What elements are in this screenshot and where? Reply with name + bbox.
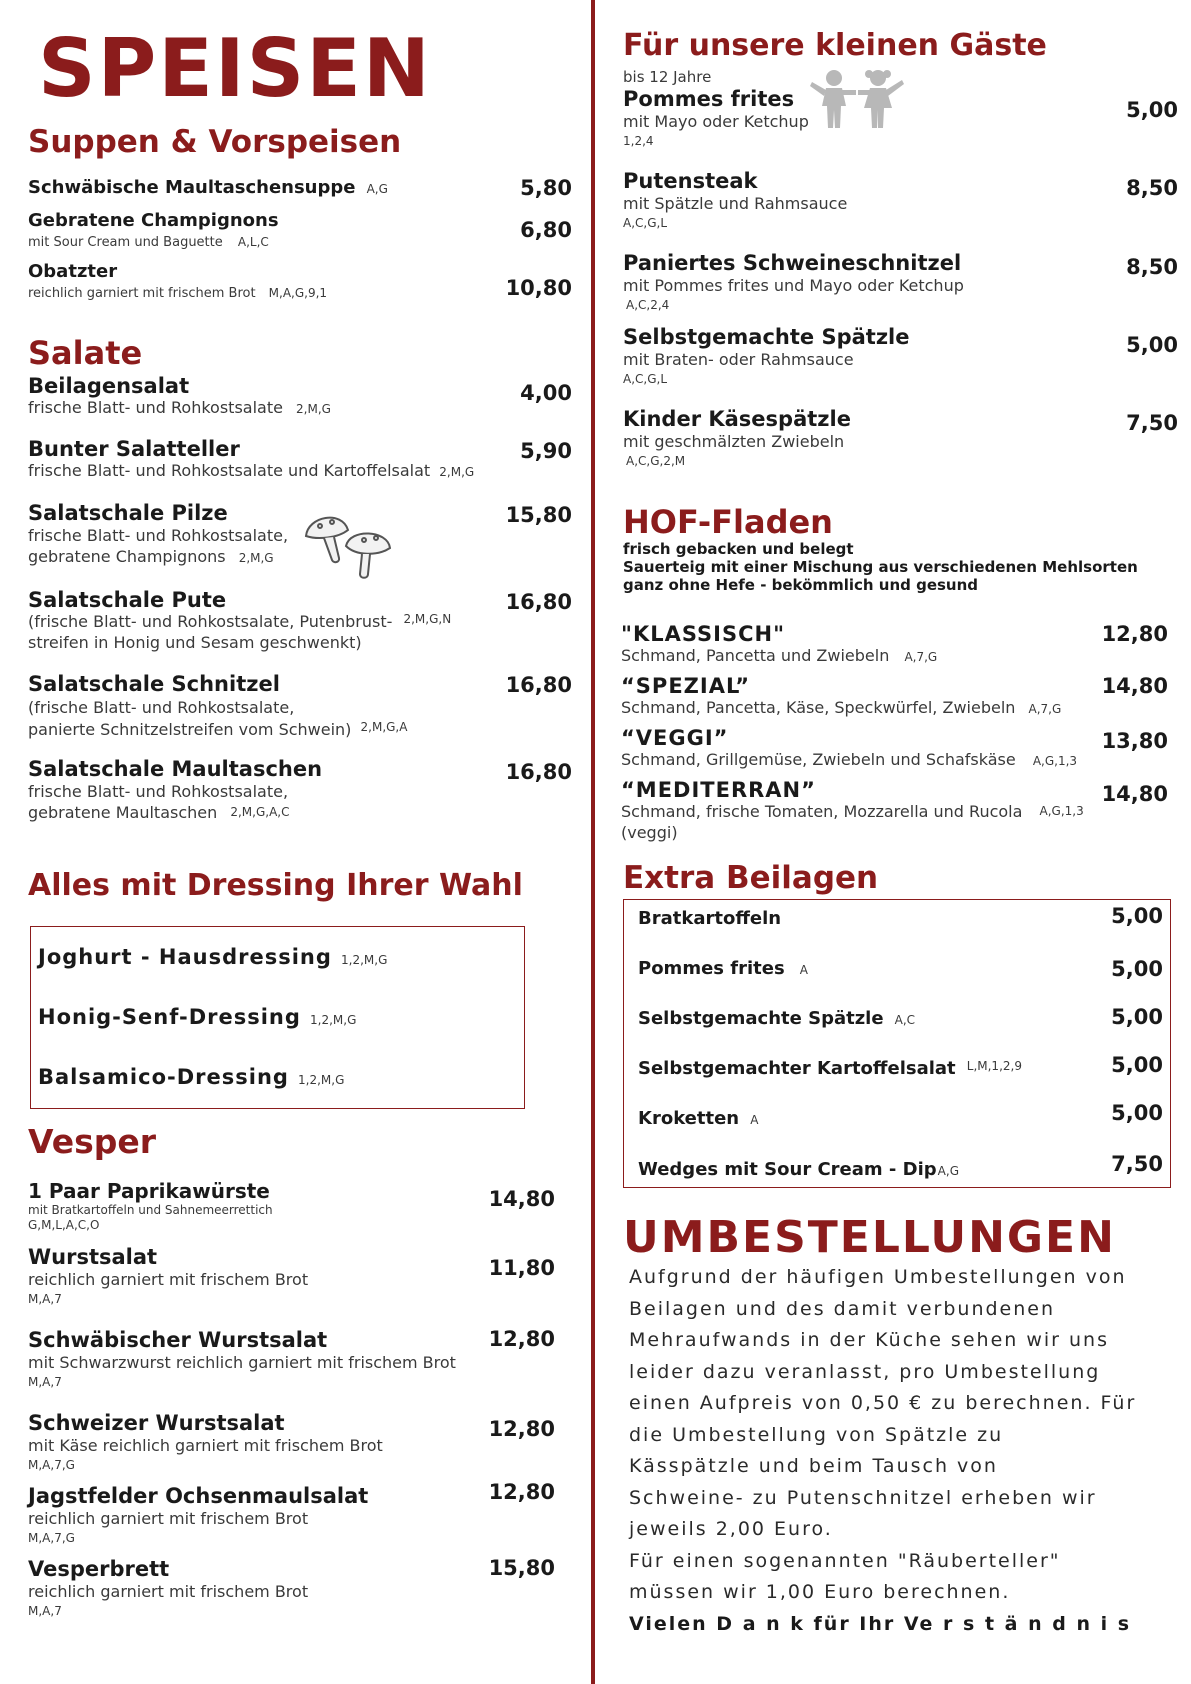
item-price: 14,80 <box>488 1187 555 1211</box>
item-price: 14,80 <box>1101 674 1168 698</box>
item-price: 8,50 <box>1126 176 1178 200</box>
item-name: Wurstsalat <box>28 1245 158 1269</box>
menu-item <box>623 87 809 149</box>
dressing-item <box>38 945 387 969</box>
allergen-code: A <box>750 1113 759 1127</box>
item-price: 10,80 <box>505 276 572 300</box>
fladen-intro-line: ganz ohne Hefe - bekömmlich und gesund <box>623 576 979 594</box>
notice-line: die Umbestellung von Spätzle zu <box>629 1423 1004 1446</box>
allergen-code: A,C,G,L <box>623 372 668 386</box>
menu-item <box>28 1557 308 1619</box>
item-price: 7,50 <box>1111 1152 1163 1176</box>
dressing-item <box>38 1065 344 1089</box>
allergen-code: 1,2,M,G <box>341 953 388 967</box>
item-name: 1 Paar Paprikawürste <box>28 1179 270 1203</box>
menu-item <box>28 177 388 198</box>
item-name: Putensteak <box>623 169 758 193</box>
section-title-suppen: Suppen & Vorspeisen <box>28 124 402 160</box>
item-name: Salatschale Pute <box>28 588 227 612</box>
allergen-code: M,A,7,G <box>28 1531 75 1545</box>
notice-line: Kässpätzle und beim Tausch von <box>629 1455 998 1477</box>
item-price: 6,80 <box>520 218 572 242</box>
item-price: 8,50 <box>1126 255 1178 279</box>
item-desc: gebratene Champignons <box>28 547 226 566</box>
item-name: “MEDITERRAN” <box>621 778 816 802</box>
allergen-code: 1,2,M,G <box>298 1073 345 1087</box>
fladen-intro-line: frisch gebacken und belegt <box>623 540 854 558</box>
item-name: Gebratene Champignons <box>28 210 279 231</box>
menu-item <box>28 1179 273 1232</box>
allergen-code: A,C <box>894 1013 916 1027</box>
allergen-code: A,7,G <box>904 650 938 664</box>
item-name: Balsamico-Dressing <box>38 1065 289 1089</box>
allergen-code: A <box>799 963 808 977</box>
item-desc: Schmand, frische Tomaten, Mozzarella und Rucola <box>621 802 1023 821</box>
menu-item <box>28 1245 308 1307</box>
menu-item <box>28 210 279 250</box>
item-price: 16,80 <box>505 673 572 697</box>
item-price: 5,00 <box>1111 1101 1163 1125</box>
item-price: 15,80 <box>505 503 572 527</box>
menu-item <box>28 1328 456 1390</box>
allergen-code: A,C,G,L <box>623 216 668 230</box>
menu-item <box>623 169 847 231</box>
menu-item <box>28 1484 368 1546</box>
allergen-code: A,G <box>366 182 388 196</box>
menu-item <box>28 672 407 739</box>
item-desc: reichlich garniert mit frischem Brot <box>28 286 256 301</box>
item-desc: Schmand, Grillgemüse, Zwiebeln und Schafskäse <box>621 750 1016 769</box>
age-note: bis 12 Jahre <box>623 68 712 86</box>
menu-item <box>28 501 288 566</box>
item-name: Schwäbische Maultaschensuppe <box>28 177 356 198</box>
mushroom-icon <box>302 508 394 580</box>
item-price: 12,80 <box>488 1480 555 1504</box>
item-price: 5,00 <box>1111 1005 1163 1029</box>
item-desc: mit Braten- oder Rahmsauce <box>623 350 854 369</box>
item-price: 14,80 <box>1101 782 1168 806</box>
menu-item <box>28 1411 383 1473</box>
item-desc: reichlich garniert mit frischem Brot <box>28 1270 309 1289</box>
menu-item <box>623 325 909 387</box>
item-desc: reichlich garniert mit frischem Brot <box>28 1582 309 1601</box>
item-name: Bunter Salatteller <box>28 437 240 461</box>
fladen-intro-line: Sauerteig mit einer Mischung aus verschiedenen Mehlsorten <box>623 558 1138 576</box>
dressing-item <box>38 1005 356 1029</box>
item-price: 5,90 <box>520 439 572 463</box>
item-name: Selbstgemachte Spätzle <box>623 325 910 349</box>
item-desc: mit Mayo oder Ketchup <box>623 112 809 131</box>
item-price: 12,80 <box>488 1417 555 1441</box>
item-desc: mit Sour Cream und Baguette <box>28 235 223 250</box>
item-desc: mit geschmälzten Zwiebeln <box>623 432 845 451</box>
allergen-code: 2,M,G <box>439 465 475 479</box>
menu-item <box>28 757 322 822</box>
side-item <box>638 1108 758 1129</box>
allergen-code: 2,M,G,A,C <box>230 805 290 819</box>
notice-line: müssen wir 1,00 Euro berechnen. <box>629 1581 1011 1603</box>
menu-item <box>621 726 1077 769</box>
allergen-code: G,M,L,A,C,O <box>28 1218 100 1232</box>
item-name: Selbstgemachter Kartoffelsalat <box>638 1058 956 1079</box>
notice-line: einen Aufpreis von 0,50 € zu berechnen. Für <box>629 1392 1137 1414</box>
item-desc: streifen in Honig und Sesam geschwenkt) <box>28 633 362 652</box>
item-desc: (frische Blatt- und Rohkostsalate, Putenbrust- <box>28 612 393 631</box>
menu-item <box>623 407 851 469</box>
allergen-code: A,G <box>937 1164 959 1178</box>
item-desc: mit Spätzle und Rahmsauce <box>623 194 848 213</box>
side-item <box>638 958 808 979</box>
item-name: “SPEZIAL” <box>621 674 751 698</box>
item-price: 16,80 <box>505 760 572 784</box>
item-name: Kinder Käsespätzle <box>623 407 851 431</box>
item-desc: mit Bratkartoffeln und Sahnemeerrettich <box>28 1203 273 1217</box>
item-price: 5,00 <box>1111 957 1163 981</box>
section-title-fladen: HOF-Fladen <box>623 503 833 541</box>
notice-line: jeweils 2,00 Euro. <box>629 1518 833 1540</box>
item-name: "KLASSISCH" <box>621 622 786 646</box>
item-name: Vesperbrett <box>28 1557 170 1581</box>
item-desc: (veggi) <box>621 823 678 842</box>
item-name: Paniertes Schweineschnitzel <box>623 251 962 275</box>
side-item <box>638 1008 915 1029</box>
allergen-code: 1,2,M,G <box>310 1013 357 1027</box>
item-price: 11,80 <box>488 1256 555 1280</box>
item-name: Selbstgemachte Spätzle <box>638 1008 884 1029</box>
item-name: “VEGGI” <box>621 726 729 750</box>
item-name: Pommes frites <box>623 87 795 111</box>
item-name: Bratkartoffeln <box>638 908 782 929</box>
umbestellungen-notice <box>629 1262 1179 1640</box>
item-desc: gebratene Maultaschen <box>28 803 218 822</box>
menu-item <box>28 261 327 301</box>
allergen-code: M,A,7 <box>28 1604 62 1618</box>
section-title-kinder: Für unsere kleinen Gäste <box>623 28 1047 63</box>
item-price: 16,80 <box>505 590 572 614</box>
item-desc: frische Blatt- und Rohkostsalate, <box>28 782 289 801</box>
side-item <box>638 1058 1022 1079</box>
item-price: 7,50 <box>1126 411 1178 435</box>
allergen-code: 2,M,G <box>296 402 331 416</box>
item-name: Salatschale Schnitzel <box>28 672 280 696</box>
item-desc: frische Blatt- und Rohkostsalate <box>28 398 283 417</box>
page-title: SPEISEN <box>38 22 432 115</box>
allergen-code: 2,M,G <box>238 551 274 565</box>
item-desc: Schmand, Pancetta, Käse, Speckwürfel, Zwiebeln <box>621 698 1016 717</box>
allergen-code: M,A,7 <box>28 1375 62 1389</box>
item-name: Joghurt - Hausdressing <box>38 945 332 969</box>
item-price: 13,80 <box>1101 729 1168 753</box>
item-desc: mit Schwarzwurst reichlich garniert mit frischem Brot <box>28 1353 456 1372</box>
side-item <box>638 1159 959 1180</box>
notice-line: Für einen sogenannten "Räuberteller" <box>629 1549 1061 1572</box>
item-name: Obatzter <box>28 261 118 282</box>
item-name: Salatschale Maultaschen <box>28 757 323 781</box>
allergen-code: M,A,7 <box>28 1292 62 1306</box>
item-desc: Schmand, Pancetta und Zwiebeln <box>621 646 890 665</box>
item-name: Schweizer Wurstsalat <box>28 1411 285 1435</box>
allergen-code: A,G,1,3 <box>1039 804 1084 818</box>
item-desc: frische Blatt- und Rohkostsalate und Kartoffelsalat <box>28 461 431 480</box>
menu-item <box>28 588 451 655</box>
item-name: Wedges mit Sour Cream - Dip <box>638 1159 937 1180</box>
allergen-code: A,L,C <box>237 235 269 249</box>
notice-line: Schweine- zu Putenschnitzel erheben wir <box>629 1486 1097 1509</box>
menu-item <box>621 778 1084 845</box>
menu-item <box>621 674 1061 717</box>
allergen-code: A,G,1,3 <box>1032 754 1078 768</box>
item-name: Kroketten <box>638 1108 740 1129</box>
children-icon <box>810 68 906 130</box>
item-price: 5,80 <box>520 176 572 200</box>
item-price: 5,00 <box>1111 1053 1163 1077</box>
menu-item <box>28 374 331 417</box>
allergen-code: A,C,G,2,M <box>626 454 686 468</box>
item-price: 4,00 <box>520 381 572 405</box>
item-name: Jagstfelder Ochsenmaulsalat <box>28 1484 369 1508</box>
allergen-code: M,A,G,9,1 <box>268 286 328 300</box>
item-desc: frische Blatt- und Rohkostsalate, <box>28 526 289 545</box>
allergen-code: 1,2,4 <box>623 134 654 148</box>
allergen-code: A,7,G <box>1028 702 1062 716</box>
item-name: Honig-Senf-Dressing <box>38 1005 301 1029</box>
item-price: 5,00 <box>1126 98 1178 122</box>
item-price: 5,00 <box>1126 333 1178 357</box>
allergen-code: A,C,2,4 <box>626 298 670 312</box>
item-desc: mit Pommes frites und Mayo oder Ketchup <box>623 276 964 295</box>
section-title-beilagen: Extra Beilagen <box>623 860 879 896</box>
menu-item <box>28 437 474 480</box>
item-name: Beilagensalat <box>28 374 190 398</box>
thanks-line: Vielen D a n k für Ihr Ve r s t ä n d n i s <box>629 1612 1132 1635</box>
notice-line: Aufgrund der häufigen Umbestellungen von <box>629 1266 1127 1288</box>
column-divider <box>591 0 595 1684</box>
item-desc: (frische Blatt- und Rohkostsalate, <box>28 698 295 717</box>
item-name: Salatschale Pilze <box>28 501 228 525</box>
side-item <box>638 908 789 929</box>
allergen-code: L,M,1,2,9 <box>966 1059 1022 1073</box>
notice-line: Beilagen und des damit verbundenen <box>629 1297 1056 1320</box>
section-title-salate: Salate <box>28 334 143 372</box>
fladen-intro <box>623 540 1138 594</box>
item-desc: reichlich garniert mit frischem Brot <box>28 1509 309 1528</box>
item-price: 5,00 <box>1111 904 1163 928</box>
item-desc: panierte Schnitzelstreifen vom Schwein) <box>28 720 352 739</box>
allergen-code: M,A,7,G <box>28 1458 75 1472</box>
item-desc: mit Käse reichlich garniert mit frischem Brot <box>28 1436 383 1455</box>
section-title-vesper: Vesper <box>28 1122 157 1161</box>
notice-line: leider dazu veranlasst, pro Umbestellung <box>629 1360 1101 1383</box>
allergen-code: 2,M,G,N <box>403 612 452 626</box>
notice-line: Mehraufwands in der Küche sehen wir uns <box>629 1329 1109 1351</box>
menu-item <box>621 622 937 665</box>
section-title-dressing: Alles mit Dressing Ihrer Wahl <box>28 868 523 903</box>
item-name: Schwäbischer Wurstsalat <box>28 1328 328 1352</box>
allergen-code: 2,M,G,A <box>360 720 408 734</box>
item-name: Pommes frites <box>638 958 785 979</box>
item-price: 12,80 <box>1101 622 1168 646</box>
section-title-umbestellungen: UMBESTELLUNGEN <box>623 1212 1116 1263</box>
item-price: 12,80 <box>488 1327 555 1351</box>
item-price: 15,80 <box>488 1556 555 1580</box>
beilagen-box <box>623 899 1171 1188</box>
menu-item <box>623 251 964 313</box>
